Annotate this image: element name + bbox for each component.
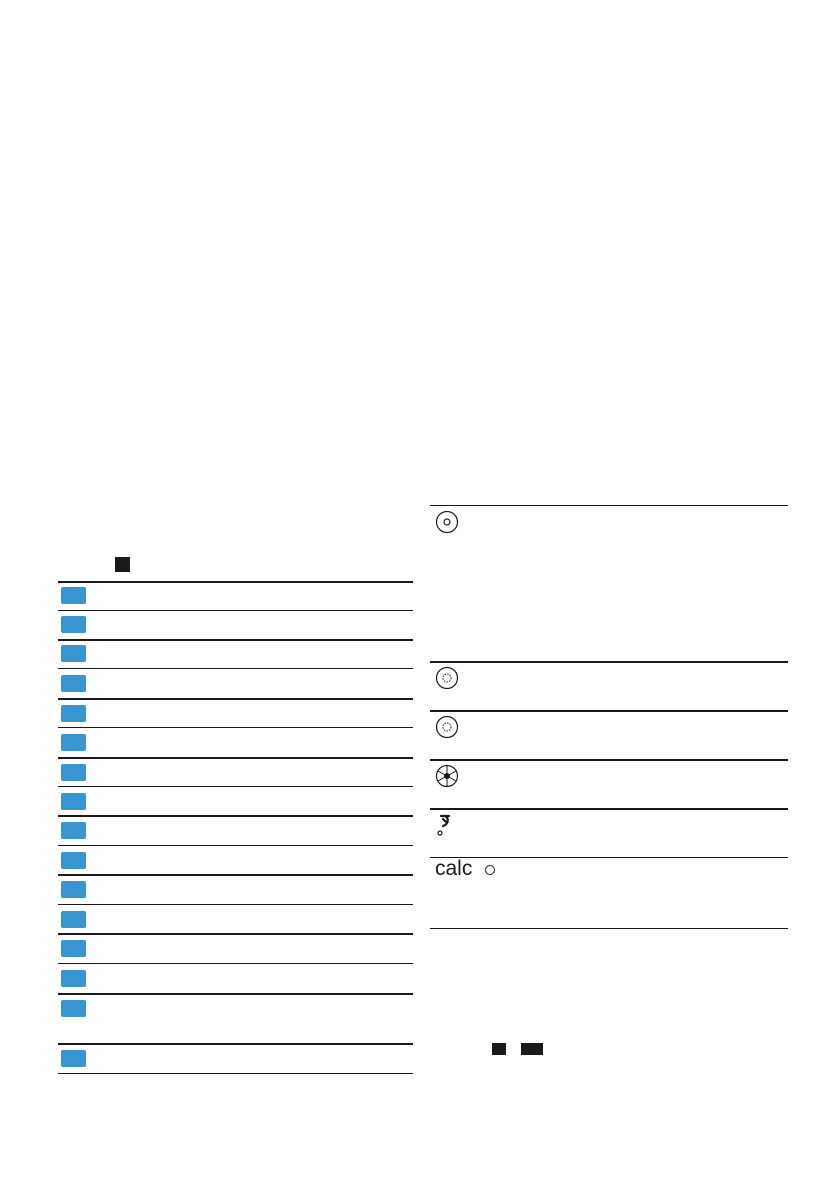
table-rule [58,786,413,787]
calc-label: calc [435,857,473,880]
blue-key-icon [61,645,86,662]
right-column-table [430,0,788,1192]
blue-key-icon [61,616,86,633]
black-key-small-icon [492,1043,506,1055]
spoked-circle-icon [435,764,459,788]
blue-key-icon [61,911,86,928]
dashed-circle-icon [435,715,459,739]
table-rule [58,727,413,728]
table-rule [58,698,413,700]
black-square-key-icon [115,557,130,572]
black-key-wide-icon [521,1043,543,1055]
table-rule [58,904,413,905]
blue-key-icon [61,1000,86,1017]
table-rule [58,963,413,964]
table-rule [58,668,413,669]
table-rule [58,993,413,995]
table-rule [58,1073,413,1074]
table-rule [430,928,788,929]
blue-key-icon [61,852,86,869]
table-rule [430,857,788,858]
blue-key-icon [61,587,86,604]
blue-key-icon [61,793,86,810]
table-rule [58,757,413,759]
table-rule [58,815,413,817]
table-rule [430,759,788,761]
table-rule [58,581,413,583]
blue-key-icon [61,970,86,987]
blue-key-icon [61,1050,86,1067]
table-rule [58,845,413,846]
table-rule [430,808,788,810]
blue-key-icon [61,940,86,957]
blue-key-icon [61,822,86,839]
table-rule [58,610,413,611]
table-rule [58,1043,413,1045]
calc-circle-icon [485,865,495,875]
table-rule [430,505,788,506]
table-rule [58,639,413,641]
table-rule [58,874,413,876]
left-column-table [58,0,413,1192]
blue-key-icon [61,764,86,781]
table-rule [430,661,788,663]
table-rule [430,710,788,712]
blue-key-icon [61,675,86,692]
table-rule [58,933,413,935]
blue-key-icon [61,734,86,751]
blue-key-icon [61,881,86,898]
ring-circle-icon [435,510,459,534]
scale-drop-icon [435,812,459,836]
dashed-circle-icon [435,666,459,690]
blue-key-icon [61,705,86,722]
